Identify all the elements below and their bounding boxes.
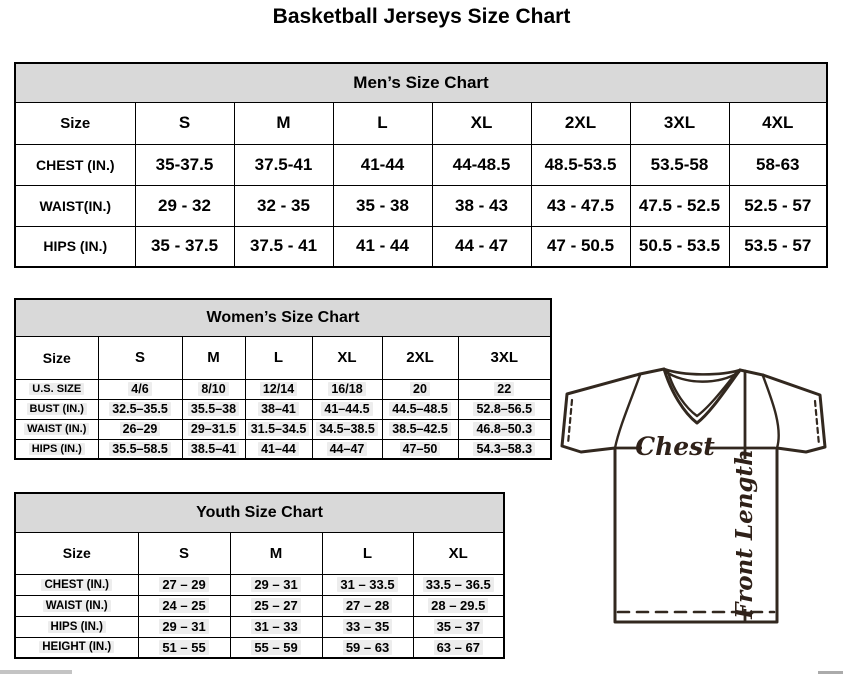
row-label-cell	[15, 379, 98, 399]
size-value: 47–50	[400, 442, 441, 456]
row-label: HIPS (IN.)	[48, 621, 106, 633]
row-label: BUST (IN.)	[27, 403, 87, 415]
size-value-cell: 44 - 47	[432, 226, 531, 267]
size-value: 52.8–56.5	[473, 402, 535, 416]
jersey-collar-arc-outer	[664, 369, 740, 374]
size-value: 26–29	[120, 422, 161, 436]
column-header-cell: L	[322, 532, 413, 574]
size-value: 34.5–38.5	[316, 422, 378, 436]
size-value-cell	[322, 616, 413, 637]
column-header-cell: Size	[15, 336, 98, 379]
size-value: 63 – 67	[434, 640, 483, 655]
size-value-cell	[322, 595, 413, 616]
scrollbar-fragment-right[interactable]	[818, 671, 843, 674]
row-label: CHEST (IN.)	[41, 579, 112, 591]
mens-table-title: Men’s Size Chart	[15, 63, 827, 102]
size-value-cell	[413, 595, 504, 616]
size-value-cell	[182, 419, 245, 439]
size-value: 44–47	[327, 442, 368, 456]
size-value-cell: 41-44	[333, 144, 432, 185]
size-value-cell	[138, 574, 230, 595]
scrollbar-fragment-left[interactable]	[0, 670, 72, 674]
womens-header-row	[15, 336, 551, 379]
size-value-cell	[230, 595, 322, 616]
column-header-cell: XL	[312, 336, 382, 379]
column-header-cell: M	[234, 102, 333, 144]
size-value-cell: 35 - 37.5	[135, 226, 234, 267]
size-value-cell: 32 - 35	[234, 185, 333, 226]
size-value-cell	[245, 399, 312, 419]
size-value-cell	[245, 439, 312, 459]
chest-measure-label: Chest	[635, 432, 715, 461]
table-row	[15, 144, 827, 185]
column-header-cell: 2XL	[531, 102, 630, 144]
row-label-cell	[15, 399, 98, 419]
row-label-cell	[15, 419, 98, 439]
column-header-cell: Size	[15, 102, 135, 144]
size-value-cell: 41 - 44	[333, 226, 432, 267]
size-value-cell	[382, 399, 458, 419]
column-header-cell: 4XL	[729, 102, 827, 144]
size-value-cell	[382, 439, 458, 459]
size-value: 54.3–58.3	[473, 442, 535, 456]
jersey-left-cuff-dash	[568, 400, 572, 444]
youth-table-title: Youth Size Chart	[15, 493, 504, 532]
size-value-cell	[138, 616, 230, 637]
size-value-cell	[312, 399, 382, 419]
size-value-cell: 37.5-41	[234, 144, 333, 185]
size-value-cell: 38 - 43	[432, 185, 531, 226]
row-label: WAIST (IN.)	[43, 600, 111, 612]
size-value: 28 – 29.5	[428, 598, 488, 613]
size-value-cell	[138, 637, 230, 658]
column-header-cell: M	[182, 336, 245, 379]
table-row	[15, 439, 551, 459]
womens-size-table	[14, 298, 552, 460]
size-value: 33 – 35	[343, 619, 392, 634]
size-value: 29 – 31	[251, 577, 300, 592]
size-value-cell	[245, 419, 312, 439]
jersey-right-cuff-dash	[815, 401, 819, 445]
size-value: 46.8–50.3	[473, 422, 535, 436]
size-value-cell	[458, 439, 551, 459]
size-value: 51 – 55	[159, 640, 208, 655]
size-value-cell	[413, 616, 504, 637]
size-value-cell	[182, 439, 245, 459]
size-value: 41–44.5	[321, 402, 372, 416]
table-row	[15, 379, 551, 399]
size-value-cell: 35-37.5	[135, 144, 234, 185]
page-title: Basketball Jerseys Size Chart	[272, 5, 571, 28]
size-value: 31 – 33	[251, 619, 300, 634]
size-value: 38–41	[258, 402, 299, 416]
size-value-cell	[322, 574, 413, 595]
jersey-left-shoulder	[640, 369, 664, 374]
column-header-cell: XL	[413, 532, 504, 574]
size-value-cell	[312, 439, 382, 459]
size-value: 35.5–38	[188, 402, 239, 416]
size-value: 41–44	[258, 442, 299, 456]
size-value-cell: 44-48.5	[432, 144, 531, 185]
size-value-cell: 47 - 50.5	[531, 226, 630, 267]
column-header-cell: S	[138, 532, 230, 574]
table-row	[15, 637, 504, 658]
size-value: 44.5–48.5	[389, 402, 451, 416]
size-value: 29–31.5	[188, 422, 239, 436]
mens-size-table	[14, 62, 828, 268]
size-value: 32.5–35.5	[109, 402, 171, 416]
column-header-cell: Size	[15, 532, 138, 574]
size-value: 59 – 63	[343, 640, 392, 655]
size-value: 31 – 33.5	[337, 577, 397, 592]
size-value-cell	[382, 419, 458, 439]
size-value: 20	[410, 382, 430, 396]
womens-table-title: Women’s Size Chart	[15, 299, 551, 336]
row-label: HEIGHT (IN.)	[39, 641, 114, 653]
size-value-cell	[98, 419, 182, 439]
size-value: 4/6	[128, 382, 151, 396]
size-value-cell: 53.5-58	[630, 144, 729, 185]
table-row	[15, 185, 827, 226]
column-header-cell: 3XL	[630, 102, 729, 144]
column-header-cell: M	[230, 532, 322, 574]
size-value: 12/14	[260, 382, 297, 396]
size-value: 25 – 27	[251, 598, 300, 613]
row-label-cell: HIPS (IN.)	[15, 226, 135, 267]
row-label-cell: WAIST(IN.)	[15, 185, 135, 226]
size-value: 27 – 28	[343, 598, 392, 613]
size-value-cell: 48.5-53.5	[531, 144, 630, 185]
size-value: 38.5–41	[188, 442, 239, 456]
row-label: U.S. SIZE	[29, 383, 84, 395]
column-header-cell: S	[98, 336, 182, 379]
row-label-cell: CHEST (IN.)	[15, 144, 135, 185]
row-label: HIPS (IN.)	[29, 443, 85, 455]
column-header-cell: L	[333, 102, 432, 144]
size-value: 35.5–58.5	[109, 442, 171, 456]
row-label-cell	[15, 574, 138, 595]
size-value-cell	[98, 379, 182, 399]
size-value-cell	[138, 595, 230, 616]
size-value: 27 – 29	[159, 577, 208, 592]
column-header-cell: L	[245, 336, 312, 379]
size-value-cell	[182, 379, 245, 399]
jersey-right-armhole-seam	[763, 376, 779, 448]
size-value-cell	[230, 574, 322, 595]
jersey-diagram	[552, 360, 837, 632]
size-value: 8/10	[198, 382, 228, 396]
column-header-cell: 3XL	[458, 336, 551, 379]
size-value-cell	[182, 399, 245, 419]
size-value: 55 – 59	[251, 640, 300, 655]
size-value-cell	[458, 379, 551, 399]
size-value-cell: 35 - 38	[333, 185, 432, 226]
size-value-cell: 58-63	[729, 144, 827, 185]
youth-size-table	[14, 492, 505, 659]
size-value: 16/18	[328, 382, 365, 396]
jersey-right-shoulder	[740, 370, 763, 375]
size-value-cell	[382, 379, 458, 399]
size-value-cell: 53.5 - 57	[729, 226, 827, 267]
size-value: 29 – 31	[159, 619, 208, 634]
size-value-cell: 52.5 - 57	[729, 185, 827, 226]
row-label-cell	[15, 595, 138, 616]
row-label: WAIST (IN.)	[24, 423, 89, 435]
table-row	[15, 595, 504, 616]
size-value-cell	[322, 637, 413, 658]
size-value: 22	[494, 382, 514, 396]
size-value-cell	[230, 637, 322, 658]
size-value-cell	[312, 379, 382, 399]
size-value-cell	[458, 399, 551, 419]
column-header-cell: XL	[432, 102, 531, 144]
youth-header-row	[15, 532, 504, 574]
size-value: 35 – 37	[434, 619, 483, 634]
size-value-cell: 43 - 47.5	[531, 185, 630, 226]
size-value-cell: 29 - 32	[135, 185, 234, 226]
table-row	[15, 399, 551, 419]
size-value: 38.5–42.5	[389, 422, 451, 436]
row-label-cell	[15, 439, 98, 459]
table-row	[15, 226, 827, 267]
row-label-cell	[15, 616, 138, 637]
size-value-cell	[312, 419, 382, 439]
size-value-cell	[413, 637, 504, 658]
front-length-measure-label: Front Length	[731, 449, 758, 619]
size-value-cell	[98, 399, 182, 419]
mens-header-row	[15, 102, 827, 144]
size-value-cell: 47.5 - 52.5	[630, 185, 729, 226]
column-header-cell: 2XL	[382, 336, 458, 379]
table-row	[15, 419, 551, 439]
column-header-cell: S	[135, 102, 234, 144]
size-value-cell	[98, 439, 182, 459]
jersey-left-sleeve	[562, 374, 640, 452]
size-value-cell	[245, 379, 312, 399]
size-value: 33.5 – 36.5	[423, 577, 494, 592]
size-value-cell: 37.5 - 41	[234, 226, 333, 267]
row-label-cell	[15, 637, 138, 658]
size-value: 31.5–34.5	[248, 422, 310, 436]
size-value-cell: 50.5 - 53.5	[630, 226, 729, 267]
size-value-cell	[230, 616, 322, 637]
table-row	[15, 616, 504, 637]
size-value: 24 – 25	[159, 598, 208, 613]
table-row	[15, 574, 504, 595]
size-value-cell	[458, 419, 551, 439]
size-value-cell	[413, 574, 504, 595]
